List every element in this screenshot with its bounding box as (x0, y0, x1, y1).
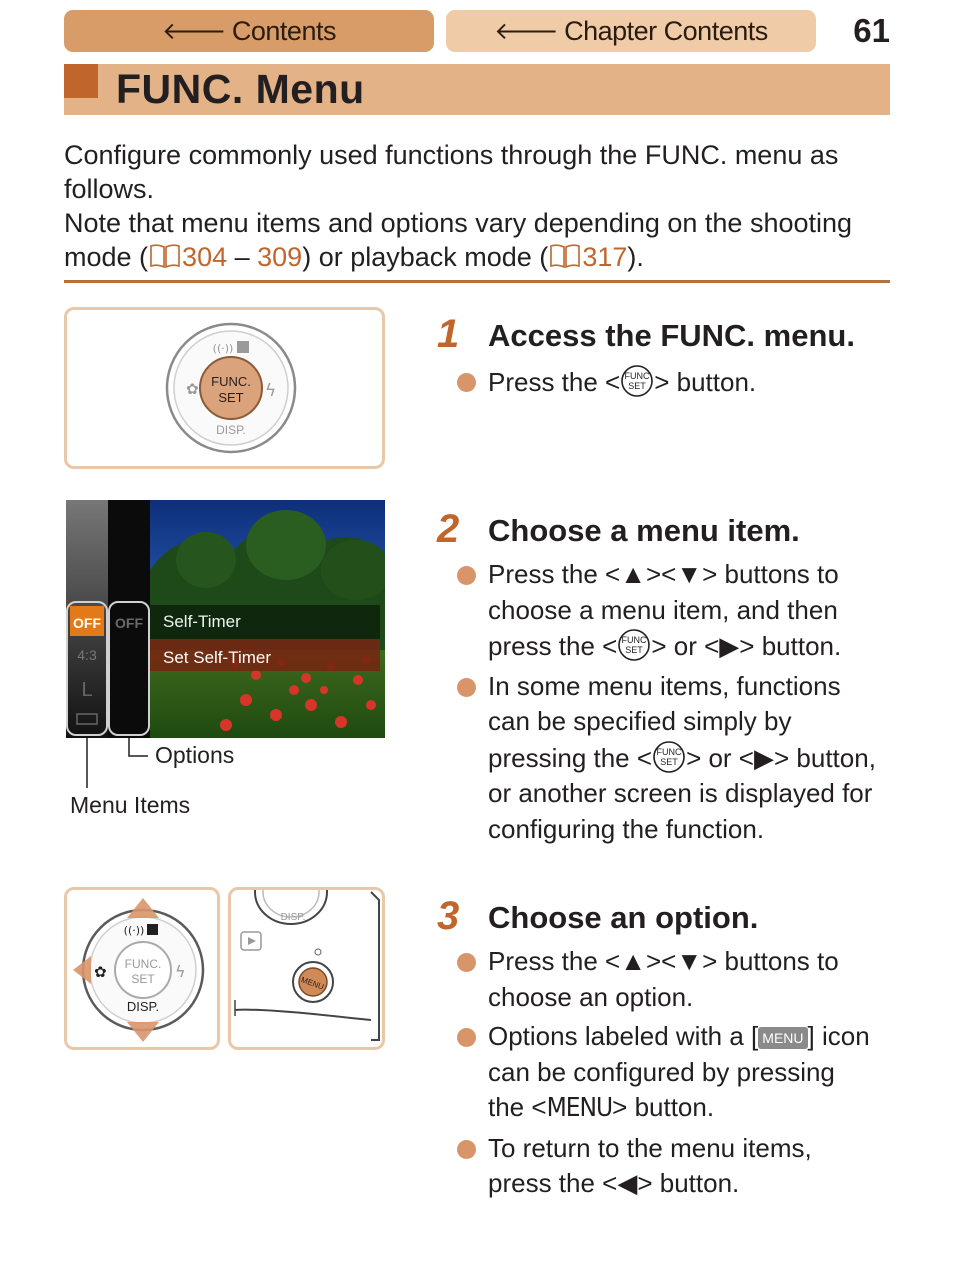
svg-text:DISP.: DISP. (280, 912, 306, 923)
svg-text:SET: SET (628, 381, 646, 391)
bullet-item: Options labeled with a [ MENU ] icon can be configured by pressing the <MENU> button. (457, 1019, 877, 1127)
step-heading: Access the FUNC. menu. (488, 318, 855, 353)
back-arrow-icon: 🡐 (162, 18, 226, 45)
left-arrow-icon (73, 956, 91, 984)
menu-badge-icon: MENU (758, 1027, 807, 1049)
bullet-item: To return to the menu items, press the <◀> button. (457, 1131, 877, 1202)
options-label: Options (155, 742, 235, 768)
svg-text:((·)): ((·)) (123, 924, 145, 937)
page-number: 61 (853, 12, 890, 49)
right-arrow-icon: ▶ (754, 742, 774, 773)
func-set-button-icon (652, 740, 686, 774)
menu-option-self-timer: Self-Timer (163, 612, 241, 631)
menu-button-figure (228, 887, 385, 1050)
svg-text:✿: ✿ (186, 380, 199, 398)
intro-line-2: Note that menu items and options vary depending on the shooting mode ( 304 – 309) or playback mode ( 317). (64, 208, 853, 272)
chapter-contents-nav-label: Chapter Contents (564, 15, 768, 46)
func-set-button-icon (617, 628, 651, 662)
menu-button-icon: MENU (299, 975, 326, 992)
dial-with-arrows-illustration (67, 890, 217, 1047)
page-link-309[interactable]: 309 (257, 242, 303, 272)
step-heading: Choose a menu item. (488, 513, 800, 548)
back-arrow-icon: 🡐 (494, 18, 559, 45)
camera-screen-illustration (66, 500, 385, 738)
bullet-item: In some menu items, functions can be specified simply by pressing the < FUNC SET > or <▶> button, or another screen is displayed for configuring the function. (457, 669, 877, 848)
contents-nav-button[interactable] (64, 10, 434, 52)
step-2-bullets (457, 557, 877, 851)
svg-text:✿: ✿ (94, 963, 107, 981)
page-link-304[interactable]: 304 (182, 242, 228, 272)
callout-lines (60, 730, 160, 790)
control-dial-illustration (67, 310, 382, 466)
step-3-bullets (457, 944, 877, 1206)
book-reference-icon (548, 243, 582, 269)
step-heading: Choose an option. (488, 900, 759, 935)
intro-line-1: Configure commonly used functions through the FUNC. menu as follows. (64, 140, 839, 204)
up-arrow-icon (127, 898, 159, 918)
svg-text:SET: SET (625, 645, 644, 655)
down-arrow-icon (127, 1022, 159, 1042)
svg-text:FUNC.: FUNC. (124, 957, 162, 971)
up-arrow-icon: ▲ (620, 946, 646, 976)
aspect-ratio-icon: 4:3 (77, 647, 97, 663)
control-dial-figure (64, 307, 385, 469)
resolution-icon: L (81, 679, 93, 701)
down-arrow-icon: ▼ (676, 559, 703, 589)
chapter-contents-nav-button[interactable] (446, 10, 816, 52)
camera-back-illustration (231, 890, 382, 1047)
svg-text:ϟ: ϟ (175, 962, 186, 981)
svg-text:DISP.: DISP. (126, 999, 160, 1014)
contents-nav-label: Contents (231, 15, 336, 46)
svg-text:FUNC: FUNC (621, 635, 647, 645)
func-menu-screen-figure (66, 500, 385, 738)
svg-text:OFF: OFF (115, 615, 143, 631)
dial-arrows-figure (64, 887, 220, 1050)
book-reference-icon (148, 243, 182, 269)
section-divider (64, 280, 890, 283)
self-timer-off-icon: OFF (73, 615, 101, 631)
title-bar (64, 64, 890, 115)
page-title: FUNC. Menu (116, 66, 365, 112)
svg-text:((·)): ((·)) (212, 342, 234, 355)
menu-button-label: MENU (546, 1093, 613, 1123)
bullet-item: Press the <▲><▼> buttons to choose a menu item, and then press the < FUNC SET > or <▶> button. (457, 557, 877, 665)
set-label: SET (218, 390, 244, 405)
func-label: FUNC. (211, 374, 251, 389)
svg-text:FUNC: FUNC (656, 746, 682, 757)
down-arrow-icon: ▼ (676, 946, 703, 976)
func-set-button-icon (620, 364, 654, 398)
svg-text:ϟ: ϟ (265, 381, 277, 401)
step-number: 1 (437, 312, 460, 356)
left-arrow-icon: ◀ (617, 1168, 638, 1198)
up-arrow-icon: ▲ (620, 559, 646, 589)
intro-text (64, 138, 890, 274)
disp-label: DISP. (216, 423, 246, 437)
title-marker (64, 64, 98, 98)
svg-text:FUNC: FUNC (624, 371, 650, 381)
page-link-317[interactable]: 317 (582, 242, 628, 272)
bullet-item: Press the <▲><▼> buttons to choose an option. (457, 944, 877, 1015)
menu-items-label: Menu Items (70, 792, 191, 818)
svg-text:SET: SET (660, 756, 678, 767)
step-1-bullets (457, 364, 877, 405)
bullet-item: Press the < FUNC SET > button. (457, 364, 877, 401)
step-number: 3 (437, 894, 460, 938)
step-number: 2 (437, 507, 460, 551)
menu-option-set-self-timer: Set Self-Timer (163, 648, 272, 667)
svg-text:SET: SET (131, 972, 155, 986)
right-arrow-icon: ▶ (719, 631, 740, 661)
